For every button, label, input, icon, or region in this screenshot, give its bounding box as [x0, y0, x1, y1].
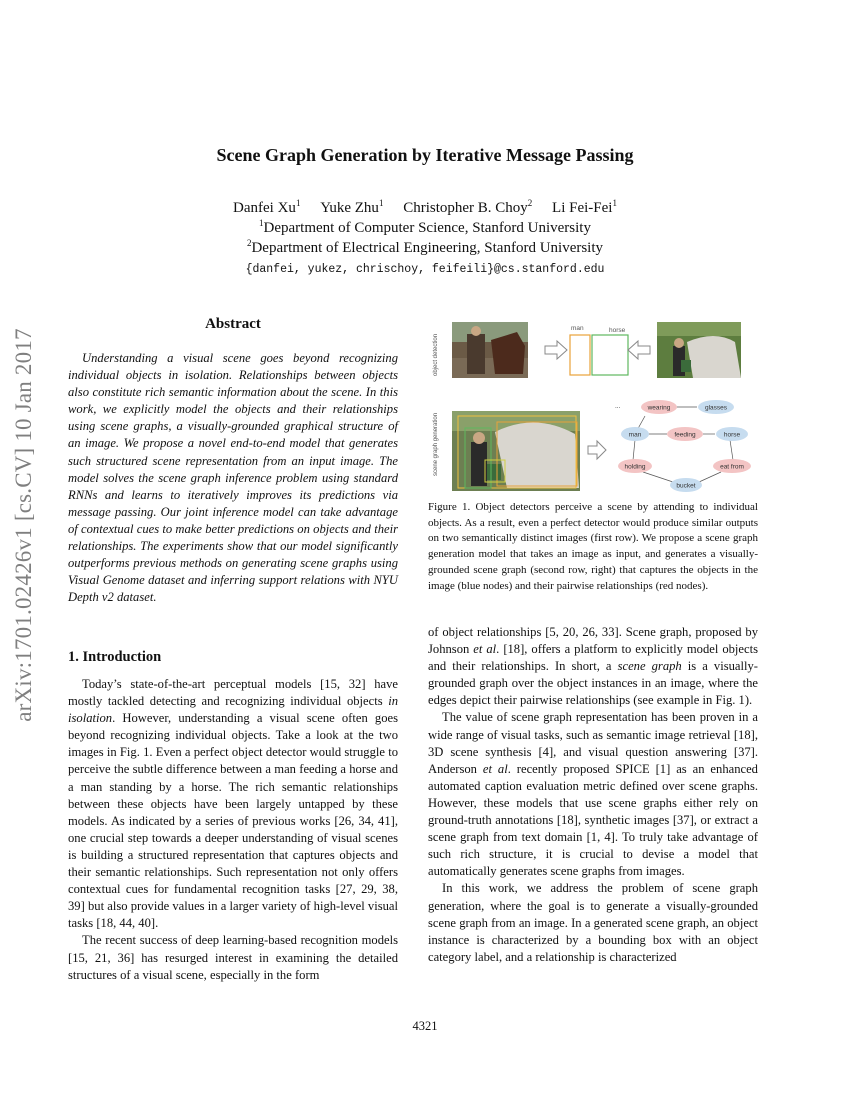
detection-box-horse — [592, 335, 628, 375]
author: Danfei Xu$^1$ — [233, 198, 301, 216]
svg-text:glasses: glasses — [704, 404, 728, 412]
paragraph: Today’s state-of-the-art perceptual models [15, 32] have mostly tackled detecting and recognizing individual objects in isolation. However, understanding a visual scene often goes beyond recognizing individual objects. Take a look at the two images in Fig. 1. Even a perfect object detector would struggle to perceive the subtle difference between a man feeding a horse and a man standing by a horse. The rich semantic relationships between these objects have been largely untapped by these models. As indicated by a series of previous works [26, 34, 41], one crucial step towards a deeper understanding of visual scenes is building a structured representation that captures objects and their semantic relationships. Such representation not only offers contextual cues for fundamental recognition tasks [27, 29, 38, 39] but also provide values in a larger variety of high-level visual tasks [18, 44, 40]. — [68, 677, 398, 931]
node-man — [621, 427, 649, 441]
svg-text:man: man — [628, 431, 642, 439]
box-label-horse: horse — [609, 327, 626, 334]
affiliation: $^2$Department of Electrical Engineering, Stanford University — [246, 238, 604, 256]
node-horse — [716, 427, 748, 441]
introduction-body — [68, 676, 398, 984]
row-label-scene-graph-generation: scene graph generation — [433, 412, 439, 476]
box-label-man: man — [571, 325, 584, 332]
row-label-object-detection: object detection — [433, 333, 439, 376]
svg-text:wearing: wearing — [647, 404, 671, 412]
node-holding — [618, 459, 652, 473]
photo-man-feeding-horse — [657, 322, 741, 378]
svg-text:bucket: bucket — [676, 482, 696, 490]
paragraph: The recent success of deep learning-based recognition models [15, 21, 36] has resurged interest in examining the detailed structures of a visual scene, especially in the form — [68, 933, 398, 982]
node-eat-from — [713, 459, 751, 473]
arxiv-text: arXiv:1701.02426v1 [cs.CV] 10 Jan 2017 — [11, 328, 36, 722]
detection-box-man — [570, 335, 590, 375]
author-emails: {danfei, yukez, chrischoy, feifeili}@cs.stanford.edu — [245, 263, 605, 276]
svg-text:eat from: eat from — [720, 463, 744, 471]
figure-caption: Figure 1. Object detectors perceive a scene by attending to individual objects. As a result, even a perfect detector would produce similar outputs on two semantically distinct images (first row). We propose a scene graph generation model that takes an image as input, and generates a visually-grounded scene graph (second row, right) that captures the objects in the image (blue nodes) and their pairwise relationships (red nodes). — [428, 501, 758, 592]
paragraph: In this work, we address the problem of scene graph generation, where the goal is to generate a visually-grounded scene graph from an image. In a generated scene graph, an object instance is characterized by a bounding box with an object category label, and a relationship is characterized — [428, 881, 758, 964]
introduction-heading: 1. Introduction — [68, 649, 162, 665]
abstract-body — [68, 350, 398, 606]
arxiv-identifier — [4, 290, 44, 760]
svg-text:holding: holding — [624, 463, 646, 471]
author-list — [0, 200, 850, 217]
scene-graph — [615, 400, 751, 492]
paragraph: of object relationships [5, 20, 26, 33]. Scene graph, proposed by Johnson et al. [18], offers a platform to explicitly model objects and their relationships. In short, a scene graph is a visually-grounded graph over the object instances in an image, where the edges depict their pairwise relationships (see example in Fig. 1). — [428, 625, 758, 708]
svg-text:horse: horse — [723, 431, 741, 439]
page-number: 4321 — [412, 1019, 438, 1033]
figure-1 — [425, 316, 765, 496]
photo-grounded-scene — [452, 411, 580, 491]
node-feeding — [667, 427, 703, 441]
arrow-right-icon — [545, 341, 567, 359]
svg-text:feeding: feeding — [674, 431, 696, 439]
author: Li Fei-Fei$^1$ — [552, 198, 617, 216]
photo-man-standing-by-horse — [452, 322, 528, 378]
affiliation: $^1$Department of Computer Science, Stanford University — [259, 218, 591, 236]
right-column-body — [428, 624, 758, 966]
arrow-left-icon — [628, 341, 650, 359]
paper-title: Scene Graph Generation by Iterative Message Passing — [216, 145, 634, 165]
node-wearing — [641, 400, 677, 414]
arrow-right-icon — [588, 441, 606, 459]
abstract-text: Understanding a visual scene goes beyond recognizing individual objects in isolation. Relationships between objects also constitute rich semantic information about the scene. In this work, we explicitly model the objects and their relationships using scene graphs, a visually-grounded graphical structure of an image. We propose a novel end-to-end model that generates such structured scene representation from an input image. The model solves the scene graph inference problem using standard RNNs and learns to iteratively improves its predictions via message passing. Our joint inference model can take advantage of contextual cues to make better predictions on objects and their relationships. The experiments show that our model significantly outperforms previous methods on generating scene graphs using Visual Genome dataset and inferring support relations with NYU Depth v2 dataset. — [68, 351, 398, 605]
paragraph: The value of scene graph representation has been proven in a wide range of visual tasks, such as semantic image retrieval [18], 3D scene synthesis [4], and visual question answering [37]. Anderson et al. recently proposed SPICE [1] as an enhanced automated caption evaluation metric defined over scene graphs. However, these models that use scene graphs either rely on ground-truth annotations [18], synthetic images [37], or extract a scene graph from text domain [1, 4]. To truly take advantage of such rich structure, it is crucial to devise a model that automatically generates scene graphs from images. — [428, 710, 758, 879]
ellipsis-label: ... — [615, 403, 621, 410]
node-bucket — [670, 478, 702, 492]
author: Yuke Zhu$^1$ — [320, 198, 384, 216]
node-glasses — [698, 400, 734, 414]
author: Christopher B. Choy$^2$ — [403, 198, 533, 216]
abstract-heading: Abstract — [205, 316, 261, 332]
